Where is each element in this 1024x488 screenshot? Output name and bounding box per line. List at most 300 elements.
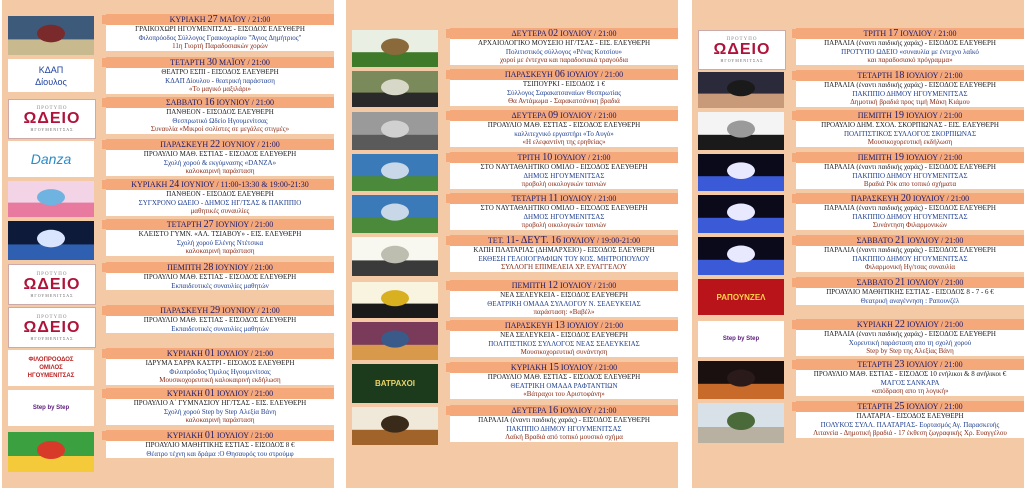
event-date-header (450, 405, 678, 416)
event-month: ΙΟΥΛΙΟΥ (560, 363, 593, 372)
event-description: ΣΥΛΛΟΓΗ ΕΠΙΜΕΛΕΙΑ ΧΡ. ΕΥΑΓΓΕΛΟΥ (501, 263, 627, 272)
event-date: 21 (895, 277, 906, 288)
event-details (106, 57, 334, 94)
event-organizer: Εκπαιδευτικές συναυλίες μαθητών (171, 324, 269, 333)
event-description: χοροί με έντεχνα και παραδοσιακά τραγούδια (499, 56, 629, 65)
event-organizer: ΠΟΛΥΚΟΣ ΣΥΛΛ. ΠΛΑΤΑΡΙΑΣ- Εορτασμός Αγ. Παρασκευής (820, 420, 1000, 429)
kids2-photo (8, 432, 94, 472)
logo-text: ΟΜΙΛΟΣ (39, 365, 63, 371)
event-date-header (106, 348, 334, 359)
stage-photo (698, 154, 784, 191)
event-date-header (796, 193, 1024, 204)
event-details (106, 388, 334, 428)
event-date: 13 (554, 320, 565, 331)
event-date: 23 (894, 359, 905, 370)
event-day: ΤΕΤΑΡΤΗ (857, 71, 893, 80)
event-lines (106, 190, 334, 216)
event-details (106, 97, 334, 139)
event-day: ΤΡΙΤΗ (863, 29, 887, 38)
event-date-header (106, 97, 334, 108)
event-day: ΠΕΜΠΤΗ (511, 281, 546, 290)
event-details (106, 179, 334, 219)
logo-text: ΗΓΟΥΜΕΝΙΤΣΑΣ (720, 58, 764, 63)
logo-text: ΩΔΕΙΟ (713, 41, 771, 58)
event-lines (796, 121, 1024, 147)
event-month: ΙΟΥΛΙΟΥ (560, 406, 593, 415)
event-date: 15 (548, 362, 559, 373)
event-month: ΙΟΥΛΙΟΥ (560, 194, 592, 203)
logo-text: ΗΓΟΥΜΕΝΙΤΣΑΣ (27, 373, 75, 379)
event-venue: ΣΤΟ ΝΑΥΤΑΘΛΗΤΙΚΟ ΟΜΙΛΟ - ΕΙΣΟΔΟΣ ΕΛΕΥΘΕΡΗ (480, 163, 648, 171)
event-venue: ΠΡΟΑΥΛΙΟ ΜΑΘΗΤΙΚΗΣ ΕΣΤΙΑΣ - ΕΙΣΟΔΟΣ 8 € (145, 441, 295, 449)
odeio-logo (8, 99, 96, 139)
logo-text: ΠΡΟΤΥΠΟ (36, 314, 68, 320)
event-description: «απόδραση απο τη λογική» (871, 387, 949, 396)
event-month: ΙΟΥΛΙΟΥ (906, 71, 939, 80)
event-entry (2, 179, 334, 219)
event-time: / 21:00 (594, 363, 618, 372)
event-date-header (450, 152, 678, 163)
event-time: / 21:00 (940, 278, 964, 287)
event-entry (2, 139, 334, 179)
event-organizer: ΠΡΟΤΥΠΟ ΩΔΕΙΟ «συναυλία με έντεχνο λαϊκό (841, 47, 979, 56)
event-month: ΙΟΥΛΙΟΥ (907, 236, 939, 245)
event-organizer: ΚΔΑΠ Δίουλου - θεατρική παράσταση (165, 76, 275, 85)
choir-logo (8, 350, 94, 386)
event-entry (692, 110, 1024, 152)
event-description: προβολή οικολογικών ταινιών (521, 221, 607, 230)
event-venue: ΠΡΟΑΥΛΙΟ Α΄ ΓΥΜΝΑΣΙΟΥ ΗΓ/ΤΣΑΣ - ΕΙΣ. ΕΛΕΥΘΕΡΗ (133, 399, 307, 407)
program-column-2 (346, 0, 678, 488)
event-details (106, 139, 334, 179)
event-venue: ΑΡΧΑΙΟΛΟΓΙΚΟ ΜΟΥΣΕΙΟ ΗΓ/ΤΣΑΣ - ΕΙΣ. ΕΛΕΥΘΕΡΗ (477, 39, 651, 47)
event-venue: ΠΛΑΤΑΡΙΑ - ΕΙΣΟΔΟΣ ΕΛΕΥΘΕΡΗ (856, 412, 964, 420)
event-date: 11- ΔΕΥΤ. 16 (505, 235, 561, 246)
event-entry (2, 305, 334, 348)
event-month: ΙΟΥΛΙΟΥ (907, 278, 939, 287)
event-venue: ΚΑΠΗ ΠΛΑΤΑΡΙΑΣ (ΔΗΜΑΡΧΕΙΟ) - ΕΙΣΟΔΟΣ ΕΛΕΥΘΕΡΗ (473, 246, 655, 254)
event-lines (450, 39, 678, 65)
church-photo (698, 403, 784, 443)
event-entry (346, 362, 678, 405)
event-description: Συνάντηση Φιλαρμονικών (872, 221, 948, 230)
event-venue: ΙΔΡΥΜΑ ΣΑΡΡΑ ΚΑΣΤΡΙ - ΕΙΣΟΔΟΣ ΕΛΕΥΘΕΡΗ (145, 359, 295, 367)
event-description: Μουσικοχορευτική καλοκαιρινή εκδήλωση (159, 376, 281, 385)
event-lines (796, 288, 1024, 305)
event-month: ΙΟΥΝΙΟΥ (222, 140, 256, 149)
event-time: / 21:00 (939, 153, 963, 162)
event-lines (796, 370, 1024, 396)
event-details (796, 28, 1024, 70)
event-details (450, 69, 678, 109)
event-date-header (796, 28, 1024, 39)
event-day: ΚΥΡΙΑΚΗ (166, 349, 203, 358)
event-venue: ΠΑΡΑΛΙΑ (έναντι παιδικής χαράς) - ΕΙΣΟΔΟΣ ΕΛΕΥΘΕΡΗ (478, 416, 650, 424)
logo-text: ΚΔΑΠ (38, 64, 64, 75)
event-venue: ΘΕΑΤΡΟ ΕΣΠΙ - ΕΙΣΟΔΟΣ ΕΛΕΥΘΕΡΗ (161, 68, 279, 76)
event-description: Φιλαρμονική Ηγ/τσας συναυλία (864, 263, 956, 272)
tree-photo (352, 30, 438, 67)
event-time: / 21:00 (593, 194, 617, 203)
logo-text: ΗΓΟΥΜΕΝΙΤΣΑΣ (30, 292, 74, 298)
event-lines (796, 163, 1024, 189)
event-details (106, 430, 334, 474)
event-date: 19 (893, 110, 904, 121)
event-lines (106, 68, 334, 94)
magic-photo (698, 361, 784, 399)
event-lines (106, 150, 334, 176)
event-date: 01 (204, 430, 215, 441)
event-lines (106, 230, 334, 256)
event-entry (346, 110, 678, 152)
event-month: ΙΟΥΝΙΟΥ (181, 180, 215, 189)
event-day: ΠΕΜΠΤΗ (857, 153, 892, 162)
event-venue: ΝΕΑ ΣΕΛΕΥΚΕΙΑ - ΕΙΣΟΔΟΣ ΕΛΕΥΘΕΡΗ (500, 331, 628, 339)
event-date: 09 (548, 110, 559, 121)
event-day: ΠΕΜΠΤΗ (167, 263, 202, 272)
event-month: ΙΟΥΛΙΟΥ (566, 321, 599, 330)
event-date: 30 (207, 57, 218, 68)
event-date: 01 (204, 348, 215, 359)
logo-text: ΠΡΟΤΥΠΟ (36, 106, 68, 111)
event-details (796, 193, 1024, 235)
event-month: ΙΟΥΛΙΟΥ (905, 153, 938, 162)
event-time: / 21:00 (934, 29, 957, 38)
event-entry (692, 277, 1024, 317)
event-date: 17 (888, 28, 899, 39)
event-month: ΙΟΥΛΙΟΥ (906, 360, 939, 369)
event-date: 16 (204, 97, 215, 108)
event-date-header (450, 280, 678, 291)
event-time: / 19:00-21:00 (596, 236, 641, 245)
event-description: Μουσικοχορευτική εκδήλωση (867, 138, 953, 147)
event-details (106, 219, 334, 262)
event-details (796, 110, 1024, 152)
event-time: / 21:00 (250, 389, 274, 398)
event-description: Συναυλία «Μικροί σολίστες σε μεγάλες στιγμές» (150, 125, 290, 134)
event-lines (450, 373, 678, 399)
logo-text: ΠΡΟΤΥΠΟ (36, 271, 68, 277)
stage-photo (698, 237, 784, 275)
event-details (106, 262, 334, 305)
event-lines (106, 25, 334, 51)
kdap-logo (8, 59, 94, 92)
event-details (796, 319, 1024, 359)
event-organizer: Εκπαιδευτικές συναυλίες μαθητών (171, 281, 269, 290)
event-date-header (106, 179, 334, 190)
event-entry (346, 69, 678, 109)
event-day: ΚΥΡΙΑΚΗ (510, 363, 547, 372)
bay-photo (352, 154, 438, 191)
event-lines (796, 330, 1024, 356)
event-lines (450, 416, 678, 442)
event-date: 12 (547, 280, 558, 291)
event-venue: ΠΑΝΘΕΟΝ - ΕΙΣΟΔΟΣ ΕΛΕΥΘΕΡΗ (166, 108, 274, 116)
event-month: ΙΟΥΛΙΟΥ (912, 194, 945, 203)
event-month: ΙΟΥΛΙΟΥ (216, 349, 249, 358)
event-entry (2, 57, 334, 94)
event-entry (346, 28, 678, 69)
event-time: / 21:00 (247, 58, 270, 67)
event-date: 18 (894, 70, 905, 81)
event-day: ΤΕΤΑΡΤΗ (511, 194, 547, 203)
event-date-header (796, 401, 1024, 412)
event-organizer: Φιλοπρόοδος Όμιλος Ηγουμενίτσας (169, 367, 271, 376)
danza-logo (8, 141, 94, 177)
event-time: / 21:00 (250, 263, 273, 272)
event-date: 24 (169, 179, 180, 190)
event-time: / 11:00-13:30 & 19:00-21:30 (216, 180, 309, 189)
event-organizer: Θεατρική αναγέννηση : Ραπουνζέλ (860, 296, 960, 305)
event-month: ΙΟΥΛΙΟΥ (566, 70, 599, 79)
kids-photo (8, 181, 94, 217)
event-day: ΣΑΒΒΑΤΟ (856, 278, 894, 287)
event-venue: ΠΡΟΑΥΛΙΟ ΔΗΜ. ΣΧΟΛ. ΣΚΟΡΠΙΩΝΑΣ - ΕΙΣ. ΕΛΕΥΘΕΡΗ (821, 121, 999, 129)
step-by-step-logo (698, 321, 784, 357)
event-venue: ΠΡΟΑΥΛΙΟ ΜΑΘΗΤΙΚΗΣ ΕΣΤΙΑΣ - ΕΙΣΟΔΟΣ 8 - 7 - 6 € (826, 288, 994, 296)
event-date: 21 (895, 235, 906, 246)
logo-text: ΠΡΟΤΥΠΟ (726, 37, 758, 42)
event-day: ΤΕΤΑΡΤΗ (170, 58, 206, 67)
event-organizer: ΠΑΚΠΠΙΟ ΔΗΜΟΥ ΗΓΟΥΜΕΝΙΤΣΑΣ (852, 171, 968, 180)
event-details (796, 401, 1024, 445)
logo-text: Step by Step (32, 404, 70, 411)
event-date: 27 (203, 219, 214, 230)
program-column-1 (2, 0, 334, 488)
stage-photo (698, 195, 784, 233)
event-venue: ΠΑΡΑΛΙΑ (έναντι παιδικής χαράς) - ΕΙΣΟΔΟΣ ΕΛΕΥΘΕΡΗ (824, 39, 996, 47)
event-organizer: ΣΥΓΧΡΟΝΟ ΩΔΕΙΟ - ΔΗΜΟΣ ΗΓ/ΤΣΑΣ & ΠΑΚΠΠΙΟ (138, 198, 302, 207)
event-details (450, 235, 678, 278)
event-venue: ΠΑΡΑΛΙΑ (έναντι παιδικής χαράς) - ΕΙΣΟΔΟΣ ΕΛΕΥΘΕΡΗ (824, 204, 996, 212)
event-entry (346, 320, 678, 362)
event-date: 11 (548, 193, 559, 204)
bay-photo (352, 195, 438, 233)
event-venue: ΠΡΟΑΥΛΙΟ ΜΑΘ. ΕΣΤΙΑΣ - ΕΙΣΟΔΟΣ ΕΛΕΥΘΕΡΗ (143, 150, 297, 158)
event-time: / 21:00 (940, 360, 963, 369)
event-time: / 21:00 (257, 306, 280, 315)
event-details (450, 405, 678, 447)
event-entry (346, 405, 678, 447)
event-description: παράσταση: «Βαβέλ» (533, 308, 595, 317)
event-details (450, 28, 678, 69)
program-column-3 (692, 0, 1024, 488)
event-lines (796, 204, 1024, 230)
event-day: ΠΑΡΑΣΚΕΥΗ (504, 321, 553, 330)
event-time: / 21:00 (600, 70, 624, 79)
event-entry (2, 14, 334, 57)
rapunzel-poster (698, 279, 784, 315)
event-organizer: ΠΑΚΠΠΙΟ ΔΗΜΟΥ ΗΓΟΥΜΕΝΙΤΣΑΣ (852, 212, 968, 221)
event-venue: ΠΡΟΑΥΛΙΟ ΜΑΘ. ΕΣΤΙΑΣ - ΕΙΣΟΔΟΣ ΕΛΕΥΘΕΡΗ (487, 373, 641, 381)
event-venue: ΝΕΑ ΣΕΛΕΥΚΕΙΑ - ΕΙΣΟΔΟΣ ΕΛΕΥΘΕΡΗ (500, 291, 628, 299)
event-details (450, 280, 678, 320)
event-date-header (796, 277, 1024, 288)
event-month: ΙΟΥΝΙΟΥ (215, 220, 249, 229)
event-time: / 21:00 (600, 321, 624, 330)
logo-text: ΡΑΠΟΥΝΖΕΛ (716, 292, 766, 302)
event-venue: ΤΣΙΠΟΥΡΚΙ - ΕΙΣΟΔΟΣ 1 € (522, 80, 606, 88)
event-details (450, 362, 678, 405)
event-organizer: ΠΑΚΠΠΙΟ ΔΗΜΟΥ ΗΓΟΥΜΕΝΙΤΣΑΣ (852, 254, 968, 263)
event-details (450, 193, 678, 235)
event-lines (450, 121, 678, 147)
event-month: ΙΟΥΝΙΟΥ (222, 306, 256, 315)
event-time: / 21:00 (250, 431, 274, 440)
event-time: / 21:00 (946, 194, 970, 203)
step-by-step-logo (8, 390, 94, 426)
event-time: / 21:00 (594, 29, 617, 38)
event-date: 28 (203, 262, 214, 273)
event-month: ΙΟΥΛΙΟΥ (906, 402, 939, 411)
event-month: ΙΟΥΛΙΟΥ (560, 111, 593, 120)
event-day: ΔΕΥΤΕΡΑ (511, 406, 547, 415)
event-venue: ΓΡΑΙΚΟΧΩΡΙ ΗΓΟΥΜΕΝΙΤΣΑΣ - ΕΙΣΟΔΟΣ ΕΛΕΥΘΕΡΗ (135, 25, 305, 33)
event-time: / 21:00 (594, 406, 617, 415)
event-entry (2, 430, 334, 474)
event-lines (450, 80, 678, 106)
logo-text: Δίουλος (35, 76, 67, 87)
event-description: «Βάτραχοι του Αριστοφάνη» (523, 390, 605, 399)
event-organizer: Θεσπρωτικό Ωδείο Ηγουμενίτσας (172, 116, 268, 125)
event-day: ΚΥΡΙΑΚΗ (169, 15, 206, 24)
event-time: / 21:00 (250, 220, 274, 229)
event-date-header (796, 359, 1024, 370)
event-entry (692, 235, 1024, 277)
event-description: καλοκαιρινή παράσταση (185, 247, 255, 256)
event-time: / 21:00 (940, 402, 963, 411)
event-lines (106, 273, 334, 290)
event-organizer: ΔΗΜΟΣ ΗΓΟΥΜΕΝΙΤΣΑΣ (523, 171, 605, 180)
event-month: ΙΟΥΛΙΟΥ (216, 389, 249, 398)
event-description: καλοκαιρινή παράσταση (185, 167, 255, 176)
event-venue: ΚΛΕΙΣΤΟ ΓΥΜΝ. «ΑΛ. ΤΣΙΑΒΟΥ» - ΕΙΣ. ΕΛΕΥΘΕΡΗ (138, 230, 302, 238)
event-organizer: Σχολή χορού Ελένης Ντέτσικα (176, 238, 264, 247)
event-date-header (796, 235, 1024, 246)
event-date-header (796, 319, 1024, 330)
odeio-logo (8, 264, 96, 305)
event-lines (796, 246, 1024, 272)
event-date: 02 (548, 28, 559, 39)
event-date: 20 (900, 193, 911, 204)
event-description: Step by Step της Αλεξίας Βάνη (866, 347, 954, 356)
event-venue: ΠΑΝΘΕΟΝ - ΕΙΣΟΔΟΣ ΕΛΕΥΘΕΡΗ (166, 190, 274, 198)
event-time: / 21:00 (250, 349, 274, 358)
event-month: ΜΑΪΟΥ (219, 15, 246, 24)
event-month: ΙΟΥΝΙΟΥ (215, 263, 249, 272)
event-day: ΣΑΒΒΑΤΟ (856, 236, 894, 245)
event-day: ΠΑΡΑΣΚΕΥΗ (160, 306, 209, 315)
event-venue: ΠΡΟΑΥΛΙΟ ΜΑΘ. ΕΣΤΙΑΣ - ΕΙΣΟΔΟΣ 10 ενήλικοι & 8 ανήλικοι € (813, 370, 1007, 378)
event-date-header (450, 110, 678, 121)
portrait-photo (698, 72, 784, 108)
event-time: / 21:00 (251, 98, 275, 107)
event-venue: ΠΡΟΑΥΛΙΟ ΜΑΘ. ΕΣΤΙΑΣ - ΕΙΣΟΔΟΣ ΕΛΕΥΘΕΡΗ (487, 121, 641, 129)
event-description: 11η Γιορτή Παραδοσιακών χορών (172, 42, 268, 51)
event-month: ΙΟΥΛΙΟΥ (560, 29, 593, 38)
event-day: ΚΥΡΙΑΚΗ (856, 320, 893, 329)
event-description: Θα Αντάμωμα - Σαρακατσάνικη βραδιά (508, 97, 620, 106)
hands-photo (352, 112, 438, 150)
event-entry (346, 152, 678, 193)
event-month: ΙΟΥΛΙΟΥ (216, 431, 249, 440)
event-lines (796, 39, 1024, 65)
event-day: ΔΕΥΤΕΡΑ (511, 111, 547, 120)
event-day: ΚΥΡΙΑΚΗ (131, 180, 168, 189)
event-entry (692, 28, 1024, 70)
event-lines (106, 316, 334, 333)
event-date-header (106, 388, 334, 399)
event-entry (2, 388, 334, 428)
logo-text: ΩΔΕΙΟ (23, 318, 81, 336)
event-date: 19 (893, 152, 904, 163)
event-date-header (450, 320, 678, 331)
batraxoi-poster (352, 364, 438, 403)
event-time: / 21:00 (939, 111, 963, 120)
event-details (450, 110, 678, 152)
event-entry (346, 235, 678, 278)
event-details (796, 277, 1024, 317)
event-entry (2, 348, 334, 388)
event-entry (2, 219, 334, 262)
logo-text: Step by Step (722, 335, 760, 342)
event-description: Μουσικοχορευτική συνάντηση (520, 348, 608, 357)
event-date: 22 (894, 319, 905, 330)
event-organizer: ΜΑΓΟΣ ΣΑΝΚΑΡΑ (880, 378, 940, 387)
event-month: ΙΟΥΛΙΟΥ (905, 111, 938, 120)
event-entry (2, 262, 334, 305)
event-time: / 21:00 (940, 71, 963, 80)
event-description: «Το μαγικό μαξιλάρι» (189, 85, 251, 94)
event-month: ΙΟΥΝΙΟΥ (216, 98, 250, 107)
event-description: Λαϊκή Βραδιά από τοπικό μουσικό σχήμα (505, 433, 623, 442)
event-day: ΤΕΤΑΡΤΗ (166, 220, 202, 229)
masks-photo (352, 282, 438, 318)
event-description: καλοκαιρινή παράσταση (185, 416, 255, 425)
event-date-header (106, 57, 334, 68)
event-description: Δημοτική βραδιά προς τιμή Μάκη Κιάμου (850, 98, 970, 107)
event-date-header (106, 139, 334, 150)
event-description: «Η ελεφαντίνη της ερηθείας» (522, 138, 606, 147)
event-time: / 21:00 (940, 320, 964, 329)
event-organizer: Σύλλογος Σαρακατσαναίων Θεσπρωτίας (506, 88, 621, 97)
event-lines (106, 108, 334, 134)
dancers-photo (8, 16, 94, 55)
event-month: ΙΟΥΛΙΟΥ (900, 29, 933, 38)
event-entry (2, 97, 334, 139)
event-lines (106, 399, 334, 425)
event-venue: ΠΑΡΑΛΙΑ (έναντι παιδικής χαράς) - ΕΙΣΟΔΟΣ ΕΛΕΥΘΕΡΗ (824, 163, 996, 171)
event-date: 01 (204, 388, 215, 399)
event-description: και παραδοσιακό πρόγραμμα» (867, 56, 953, 65)
event-venue: ΠΑΡΑΛΙΑ (έναντι παιδικής χαράς) - ΕΙΣΟΔΟΣ ΕΛΕΥΘΕΡΗ (824, 246, 996, 254)
event-organizer: Σχολή χορού Step by Step Αλεξία Βάνη (163, 407, 277, 416)
event-details (450, 152, 678, 193)
event-description: μαθητικές συναυλίες (190, 207, 250, 216)
event-organizer: Σχολή χορού & εκγύμνασης «DANZA» (163, 158, 277, 167)
event-day: ΤΕΤ. (487, 236, 504, 245)
logo-text: ΒΑΤΡΑΧΟΙ (374, 379, 416, 388)
event-day: ΠΕΜΠΤΗ (857, 111, 892, 120)
logo-text: ΗΓΟΥΜΕΝΙΤΣΑΣ (30, 127, 74, 132)
event-lines (450, 246, 678, 272)
event-month: ΜΑΪΟΥ (219, 58, 246, 67)
guitar-photo (352, 407, 438, 445)
event-entry (346, 280, 678, 320)
event-date: 06 (554, 69, 565, 80)
event-venue: ΠΡΟΑΥΛΙΟ ΜΑΘ. ΕΣΤΙΑΣ - ΕΙΣΟΔΟΣ ΕΛΕΥΘΕΡΗ (143, 273, 297, 281)
event-day: ΣΑΒΒΑΤΟ (165, 98, 203, 107)
